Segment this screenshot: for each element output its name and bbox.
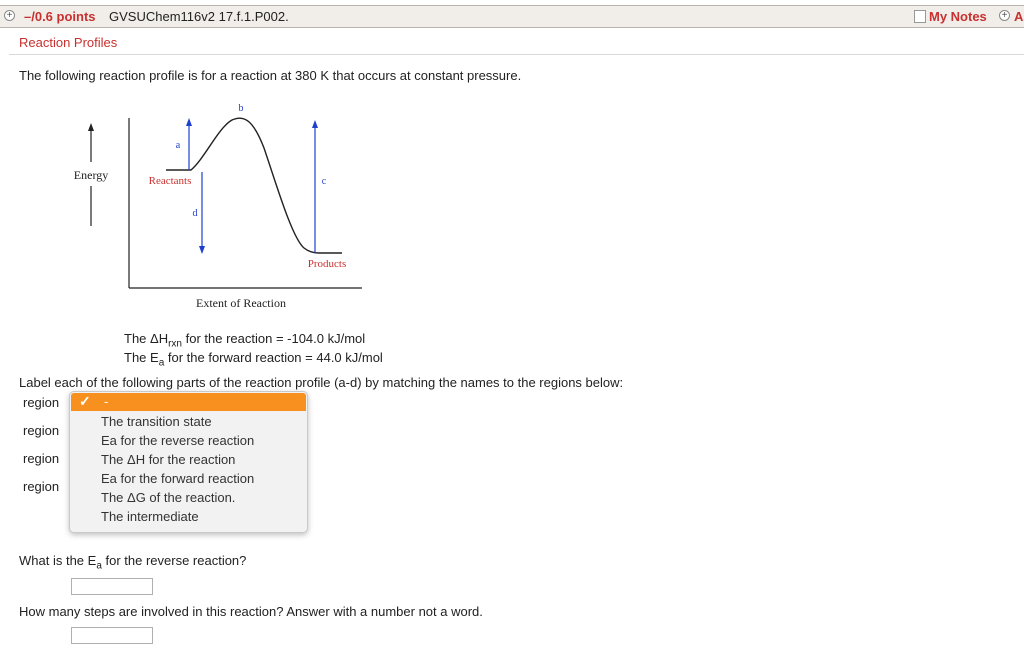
label-b: b — [238, 103, 244, 114]
energy-axis-label: Energy — [73, 168, 109, 182]
region-label-2: region — [23, 423, 60, 438]
region-label-1: region — [23, 395, 60, 410]
section-title: Reaction Profiles — [19, 35, 118, 50]
region-dropdown-menu[interactable] — [69, 391, 308, 533]
reactants-label: Reactants — [148, 175, 192, 187]
region-label-4: region — [23, 479, 60, 494]
reaction-profile-diagram — [60, 98, 380, 318]
dropdown-option[interactable]: The transition state — [101, 414, 212, 429]
reverse-ea-answer-input[interactable] — [71, 578, 153, 595]
energy-arrowhead-icon — [88, 123, 94, 131]
dropdown-option[interactable]: The intermediate — [101, 509, 199, 524]
ea-statement: The $E_a$ for the forward reaction = 44.0 kJ/mol — [124, 350, 383, 369]
dropdown-option[interactable]: Ea for the forward reaction — [101, 471, 255, 486]
ask-plus-icon[interactable]: + — [999, 10, 1010, 21]
dropdown-option[interactable]: Ea for the reverse reaction — [101, 433, 255, 448]
checkmark-icon: ✓ — [79, 393, 91, 409]
x-axis-label: Extent of Reaction — [196, 296, 286, 310]
my-notes-link[interactable]: My Notes — [929, 9, 987, 24]
arrow-a-head-icon — [186, 118, 192, 126]
delta-h-statement: The $\Delta H_{rxn}$ for the reaction = -104.0 kJ/mol — [124, 331, 366, 350]
intro-text: The following reaction profile is for a reaction at 380 K that occurs at constant pressure. — [19, 68, 522, 83]
dropdown-option[interactable]: The ΔH for the reaction — [101, 452, 236, 467]
dropdown-selected-option[interactable]: ✓ - — [71, 393, 306, 411]
points-label: –/0.6 points — [24, 9, 96, 24]
divider — [9, 54, 1024, 55]
question-header — [0, 5, 1024, 28]
question-steps: How many steps are involved in this reaction? Answer with a number not a word. — [19, 604, 483, 619]
ask-link-truncated[interactable]: A — [1014, 9, 1024, 24]
steps-answer-input[interactable] — [71, 627, 153, 644]
dropdown-option[interactable]: The ΔG of the reaction. — [101, 490, 236, 505]
my-notes-checkbox[interactable] — [914, 10, 926, 23]
arrow-d-head-icon — [199, 246, 205, 254]
label-a: a — [175, 140, 181, 151]
products-label: Products — [307, 258, 347, 270]
label-c: c — [321, 176, 327, 187]
region-label-3: region — [23, 451, 60, 466]
label-instruction: Label each of the following parts of the reaction profile (a-d) by matching the names to the regions below: — [19, 375, 624, 390]
energy-curve — [166, 118, 342, 253]
question-reverse-ea: What is the $E_a$ for the reverse reaction? — [19, 553, 247, 572]
arrow-c-head-icon — [312, 120, 318, 128]
label-d: d — [192, 208, 198, 219]
expand-plus-icon[interactable]: + — [4, 10, 15, 21]
question-id: GVSUChem116v2 17.f.1.P002. — [109, 9, 289, 24]
